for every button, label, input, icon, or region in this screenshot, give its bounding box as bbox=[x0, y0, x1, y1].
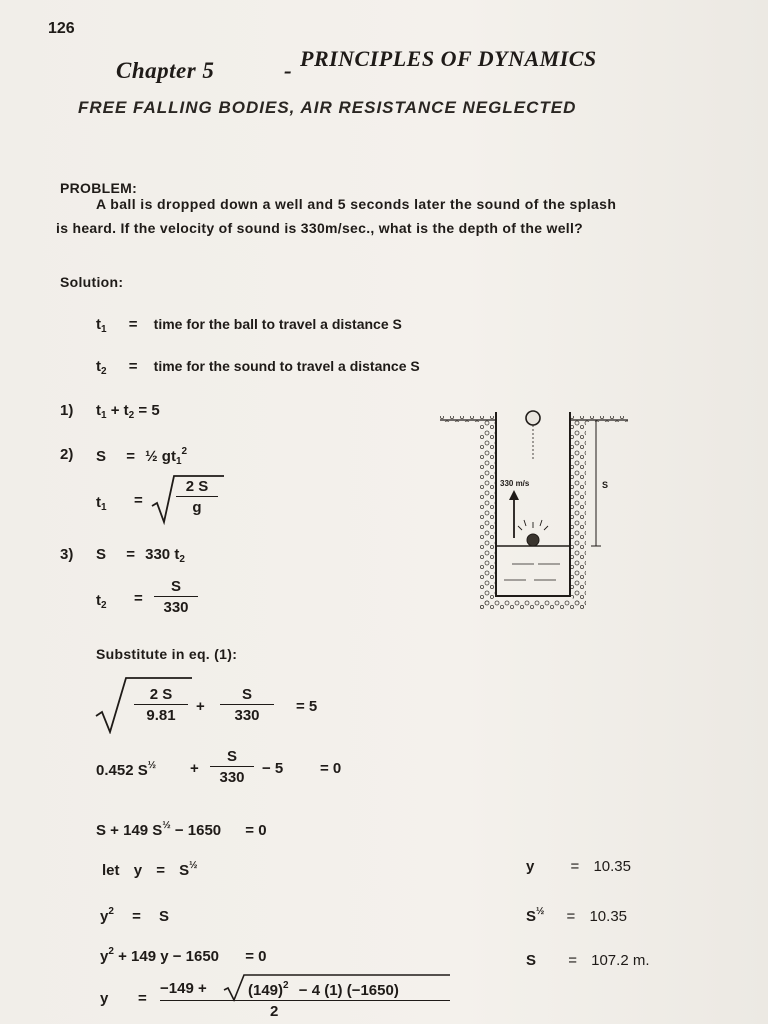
sub3-equation: S + 149 $S^{\frac{1}{2}} - 1650 = 0$ bbox=[96, 820, 267, 839]
ground-right bbox=[570, 416, 628, 422]
velocity-label: 330 m/s bbox=[500, 479, 530, 488]
page-number: 126 bbox=[48, 20, 75, 37]
result-2: $S^{\frac{1}{2}} = 10.35$ bbox=[526, 906, 628, 925]
substitute-text: Substitute in eq. (1): bbox=[96, 646, 238, 662]
equation-3: S = 330 $t_2$ bbox=[96, 546, 185, 565]
ball-splash bbox=[527, 534, 539, 546]
result-3: S = 107.2 m. bbox=[526, 952, 650, 969]
chapter-name: PRINCIPLES OF DYNAMICS bbox=[300, 46, 597, 71]
fraction-sub1-a: $\frac{2 S}{9.81}$ bbox=[134, 686, 188, 724]
step-3-label: 3) bbox=[60, 546, 74, 563]
final-radicand: $(149)^2 - 4$ (1) (−1650) bbox=[248, 980, 399, 999]
fraction-sub2: $\frac{S}{330}$ bbox=[210, 748, 254, 786]
equation-1: $t_1 + t_2 = 5$ bbox=[96, 402, 160, 421]
equation-2b-eq: = bbox=[134, 492, 143, 509]
step-2-label: 2) bbox=[60, 446, 74, 463]
sub1-rhs: = 5 bbox=[296, 698, 318, 715]
well-diagram bbox=[434, 400, 634, 616]
chapter-dash: - bbox=[284, 58, 293, 83]
equation-2: S = ½ $gt_1^2$ bbox=[96, 446, 188, 467]
depth-label: S bbox=[602, 480, 609, 490]
problem-heading: PROBLEM: bbox=[60, 180, 138, 196]
let-statement: let $y = S^{\frac{1}{2}}$ bbox=[102, 860, 198, 879]
final-numerator: −149 + bbox=[160, 980, 207, 997]
sound-arrow-head bbox=[509, 490, 519, 500]
definition-t1: $t_1$ = time for the ball to travel a distance S bbox=[96, 316, 402, 335]
chapter-label: Chapter 5 bbox=[116, 58, 215, 83]
final-eq: = bbox=[138, 990, 147, 1007]
final-fraction-bar bbox=[160, 1000, 450, 1001]
step-1-label: 1) bbox=[60, 402, 74, 419]
fraction-2b: $\frac{2 S}{g}$ bbox=[176, 478, 218, 516]
definition-t2: $t_2$ = time for the sound to travel a distance S bbox=[96, 358, 420, 377]
result-1: y = 10.35 bbox=[526, 858, 631, 875]
problem-line-2: is heard. If the velocity of sound is 330m/sec., what is the depth of the well? bbox=[56, 220, 584, 236]
sub2-lhs: 0.452 $S^{\frac{1}{2}}$ bbox=[96, 760, 157, 779]
solution-heading: Solution: bbox=[60, 274, 124, 290]
well-bottom bbox=[480, 600, 586, 610]
sub1-plus: + bbox=[196, 698, 205, 715]
quadratic-equation: $y^2 + 149$ y − 1650 = 0 bbox=[100, 946, 267, 965]
right-wall bbox=[570, 422, 586, 610]
ground-left bbox=[440, 416, 496, 422]
section-title: FREE FALLING BODIES, AIR RESISTANCE NEGLECTED bbox=[78, 98, 577, 117]
final-y: y bbox=[100, 990, 109, 1007]
ball-top bbox=[526, 411, 540, 425]
left-wall bbox=[480, 422, 496, 610]
ysq-equation: $y^2 = S$ bbox=[100, 906, 170, 925]
sub2-rhs: = 0 bbox=[320, 760, 342, 777]
equation-3b-lhs: $t_2$ bbox=[96, 592, 107, 611]
equation-2b-lhs: $t_1$ bbox=[96, 494, 107, 513]
sub2-minus: − 5 bbox=[262, 760, 284, 777]
equation-3b-eq: = bbox=[134, 590, 143, 607]
problem-line-1: A ball is dropped down a well and 5 seconds later the sound of the splash bbox=[96, 196, 617, 212]
sub2-plus: + bbox=[190, 760, 199, 777]
fraction-sub1-b: $\frac{S}{330}$ bbox=[220, 686, 274, 724]
final-denominator: 2 bbox=[270, 1003, 279, 1020]
fraction-3b: $\frac{S}{330}$ bbox=[154, 578, 198, 616]
